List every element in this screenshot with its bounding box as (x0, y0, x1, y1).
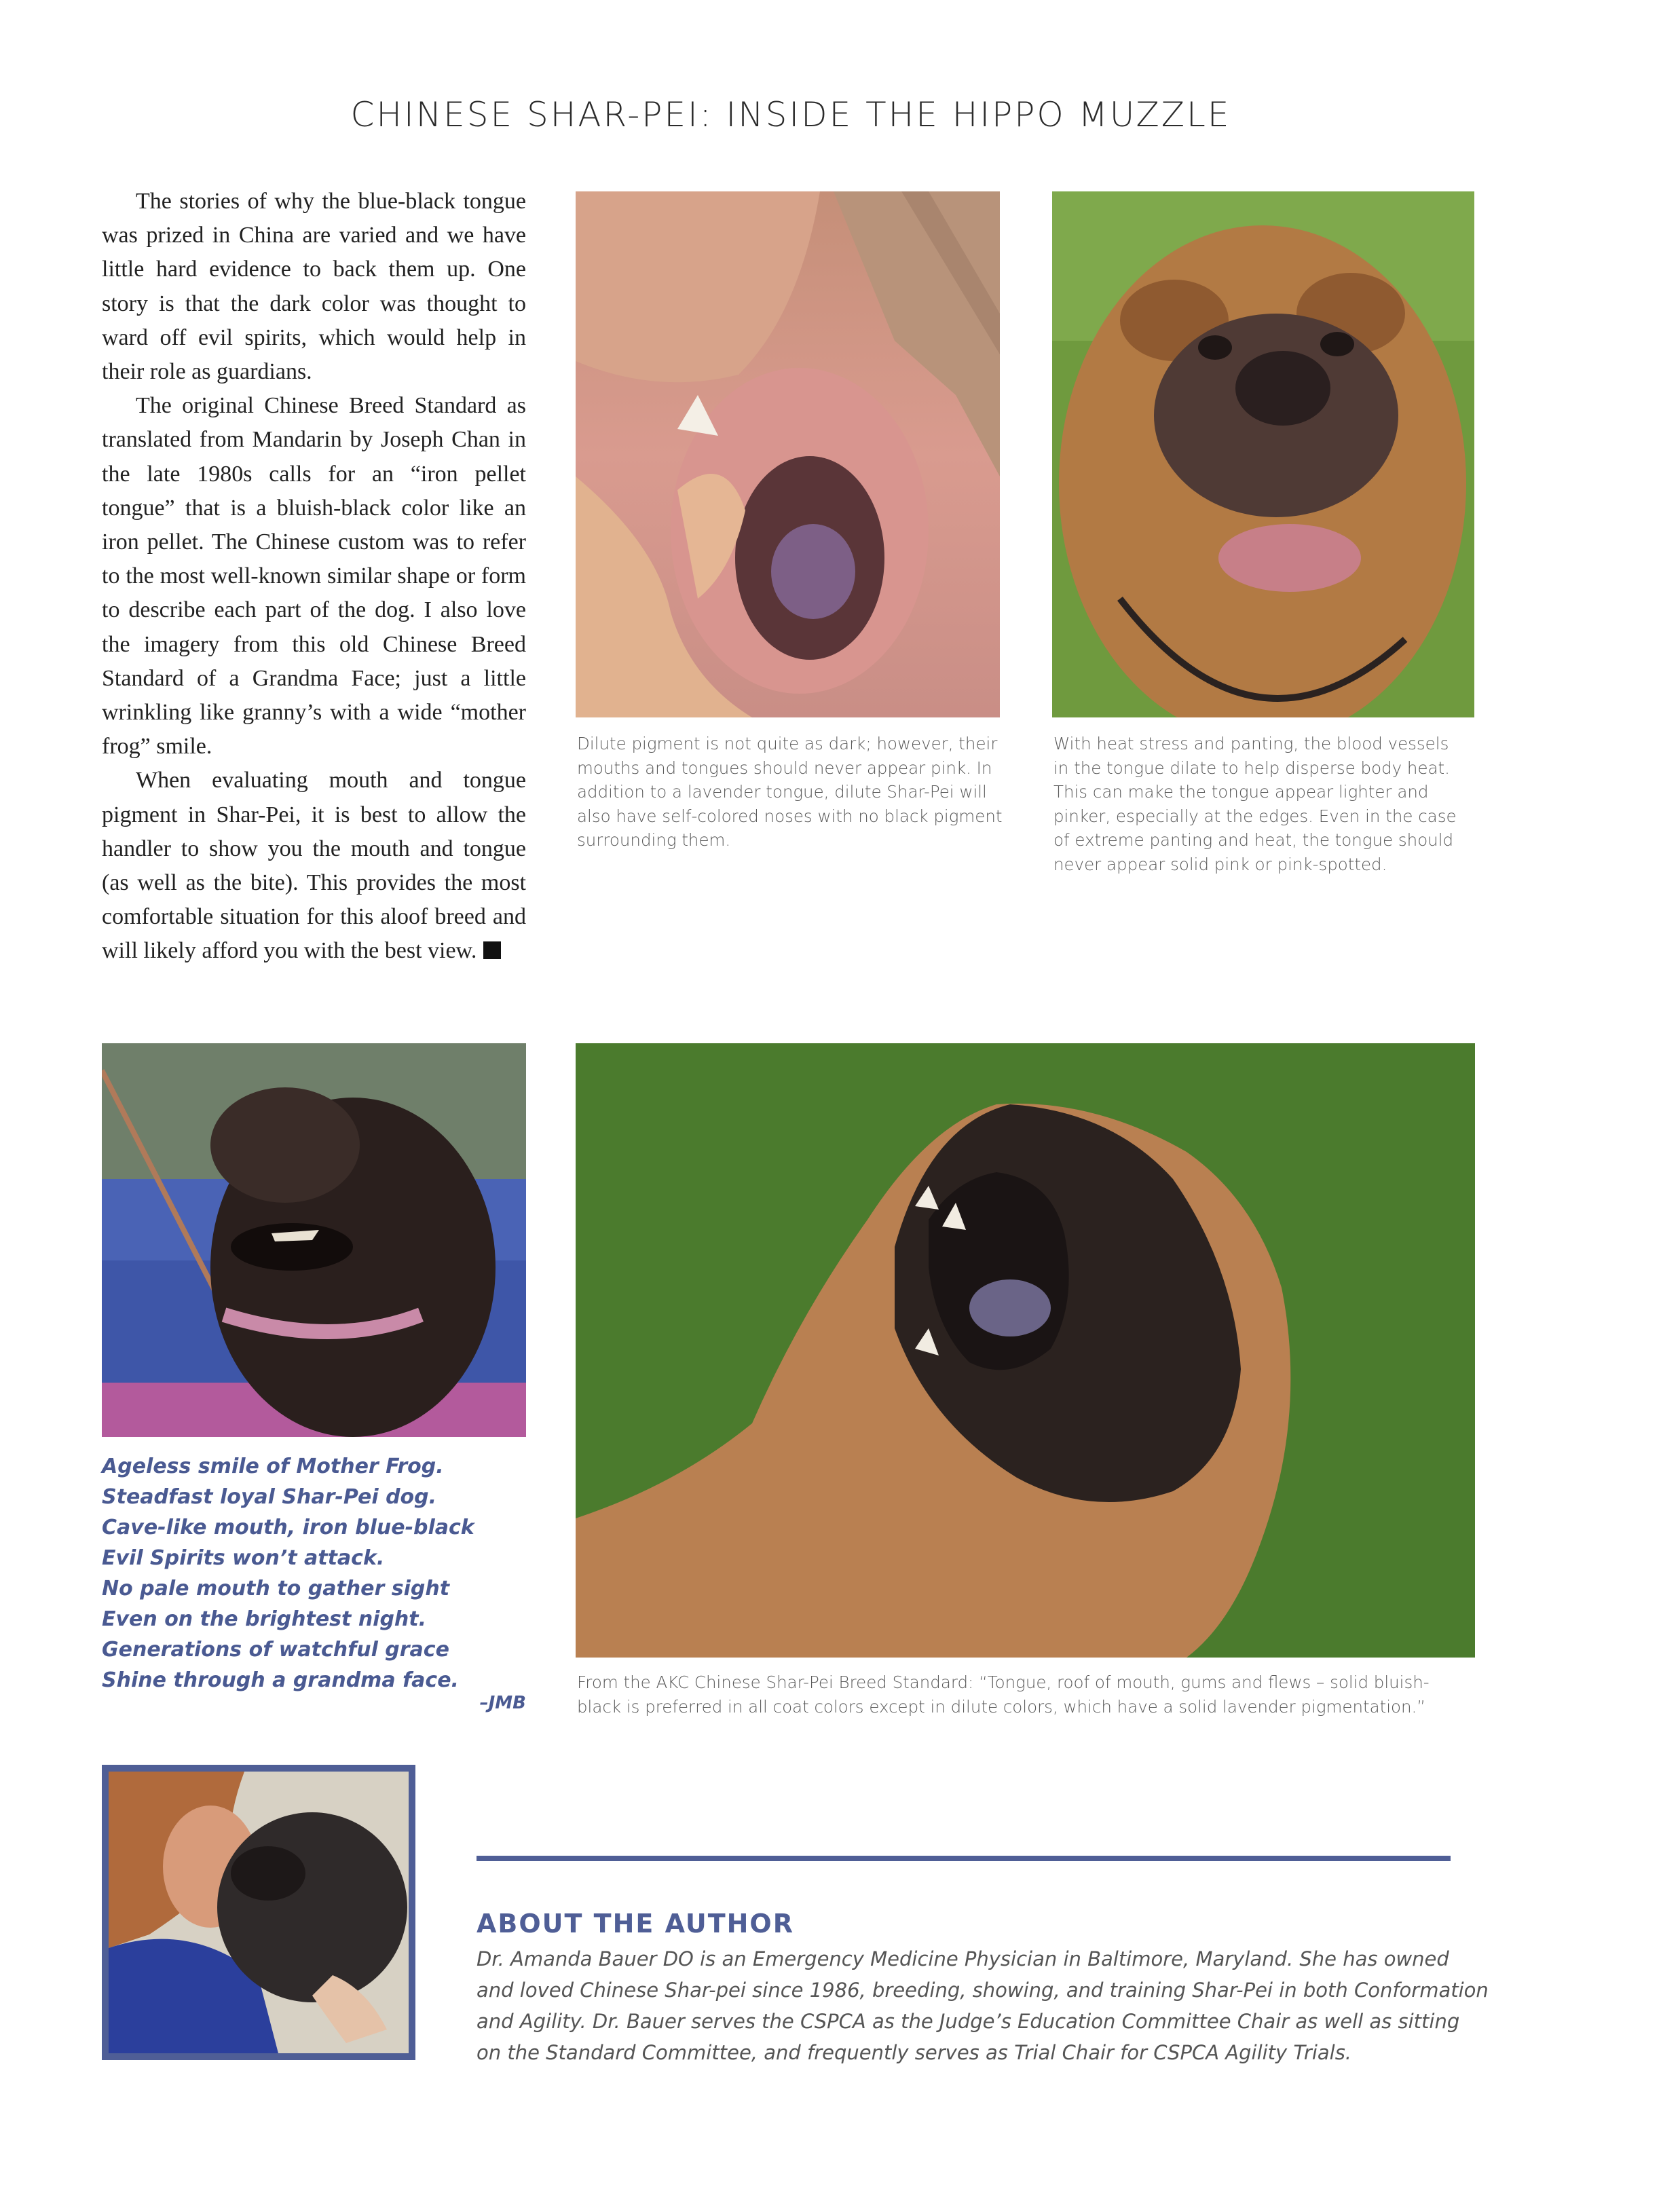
end-of-article-mark (483, 941, 501, 959)
caption-line: With heat stress and panting, the blood vessels (1053, 734, 1449, 753)
caption-line: of extreme panting and heat, the tongue should (1053, 830, 1454, 850)
poem (102, 1451, 536, 1696)
article-body (102, 185, 526, 969)
poem-line: No pale mouth to gather sight (102, 1577, 450, 1601)
author-photo-frame (102, 1765, 415, 2060)
about-line: and Agility. Dr. Bauer serves the CSPCA as the Judge’s Education Committee Chair as well as sitting (477, 2010, 1460, 2033)
photo-dilute-mouth (576, 191, 1000, 717)
poem-line: Cave-like mouth, iron blue-black (102, 1516, 474, 1539)
caption-line: surrounding them. (577, 830, 731, 850)
caption-line: mouths and tongues should never appear pink. In (577, 757, 992, 778)
caption-line: also have self-colored noses with no black pigment (577, 806, 1003, 826)
page-title: CHINESE SHAR-PEI: INSIDE THE HIPPO MUZZLE (350, 95, 1231, 134)
about-line: and loved Chinese Shar-pei since 1986, breeding, showing, and training Shar-Pei in both Conformation (477, 1979, 1489, 2002)
about-line: on the Standard Committee, and frequently serves as Trial Chair for CSPCA Agility Trials. (477, 2041, 1352, 2064)
caption-line: addition to a lavender tongue, dilute Shar-Pei will (577, 782, 987, 802)
caption-dilute-pigment (577, 732, 1011, 853)
poem-line: Steadfast loyal Shar-Pei dog. (102, 1485, 437, 1509)
about-text (477, 1943, 1489, 2068)
article-paragraph-text: When evaluating mouth and tongue pigment in Shar-Pei, it is best to allow the handler to show you the mouth and tongue (as well as the bite). This provides the most comfortable situation for this aloof breed and will likely afford you with the best view. (102, 768, 526, 964)
poem-line: Evil Spirits won’t attack. (102, 1546, 385, 1570)
article-paragraph: The stories of why the blue-black tongue was prized in China are varied and we have little hard evidence to back them up. One story is that the dark color was thought to ward off evil spirits, which would help in their role as guardians. (102, 189, 526, 385)
article-paragraph (102, 764, 526, 968)
author-photo (109, 1772, 409, 2053)
photo-dark-sharpei-smile (102, 1043, 526, 1437)
poem-line: Generations of watchful grace (102, 1638, 449, 1662)
photo-bluish-black-mouth (576, 1043, 1475, 1658)
caption-akc-standard (577, 1670, 1480, 1719)
caption-line: pinker, especially at the edges. Even in the case (1053, 806, 1457, 826)
caption-line: black is preferred in all coat colors except in dilute colors, which have a solid lavender pigmentation.” (577, 1696, 1426, 1717)
about-heading: ABOUT THE AUTHOR (477, 1909, 794, 1939)
caption-heat-stress (1053, 732, 1488, 876)
about-line: Dr. Amanda Bauer DO is an Emergency Medicine Physician in Baltimore, Maryland. She has owned (477, 1947, 1449, 1970)
caption-line: Dilute pigment is not quite as dark; however, their (577, 734, 998, 753)
poem-line: Ageless smile of Mother Frog. (102, 1455, 444, 1478)
caption-line: in the tongue dilate to help disperse body heat. (1053, 757, 1450, 778)
section-divider (477, 1856, 1451, 1861)
poem-signature: –JMB (479, 1693, 526, 1713)
poem-line: Even on the brightest night. (102, 1607, 427, 1631)
caption-line: This can make the tongue appear lighter and (1053, 782, 1429, 802)
photo-panting-sharpei (1052, 191, 1474, 717)
caption-line: never appear solid pink or pink-spotted. (1053, 854, 1387, 874)
caption-line: From the AKC Chinese Shar-Pei Breed Standard: “Tongue, roof of mouth, gums and flews – solid bluish- (577, 1672, 1430, 1692)
article-paragraph: The original Chinese Breed Standard as translated from Mandarin by Joseph Chan in the late 1980s calls for an “iron pellet tongue” that is a bluish-black color like an iron pellet. The Chinese custom was to refer to the most well-known similar shape or form to describe each part of the dog. I also love the imagery from this old Chinese Breed Standard of a Grandma Face; just a little wrinkling like granny’s with a wide “mother frog” smile. (102, 393, 526, 760)
poem-line: Shine through a grandma face. (102, 1668, 459, 1692)
